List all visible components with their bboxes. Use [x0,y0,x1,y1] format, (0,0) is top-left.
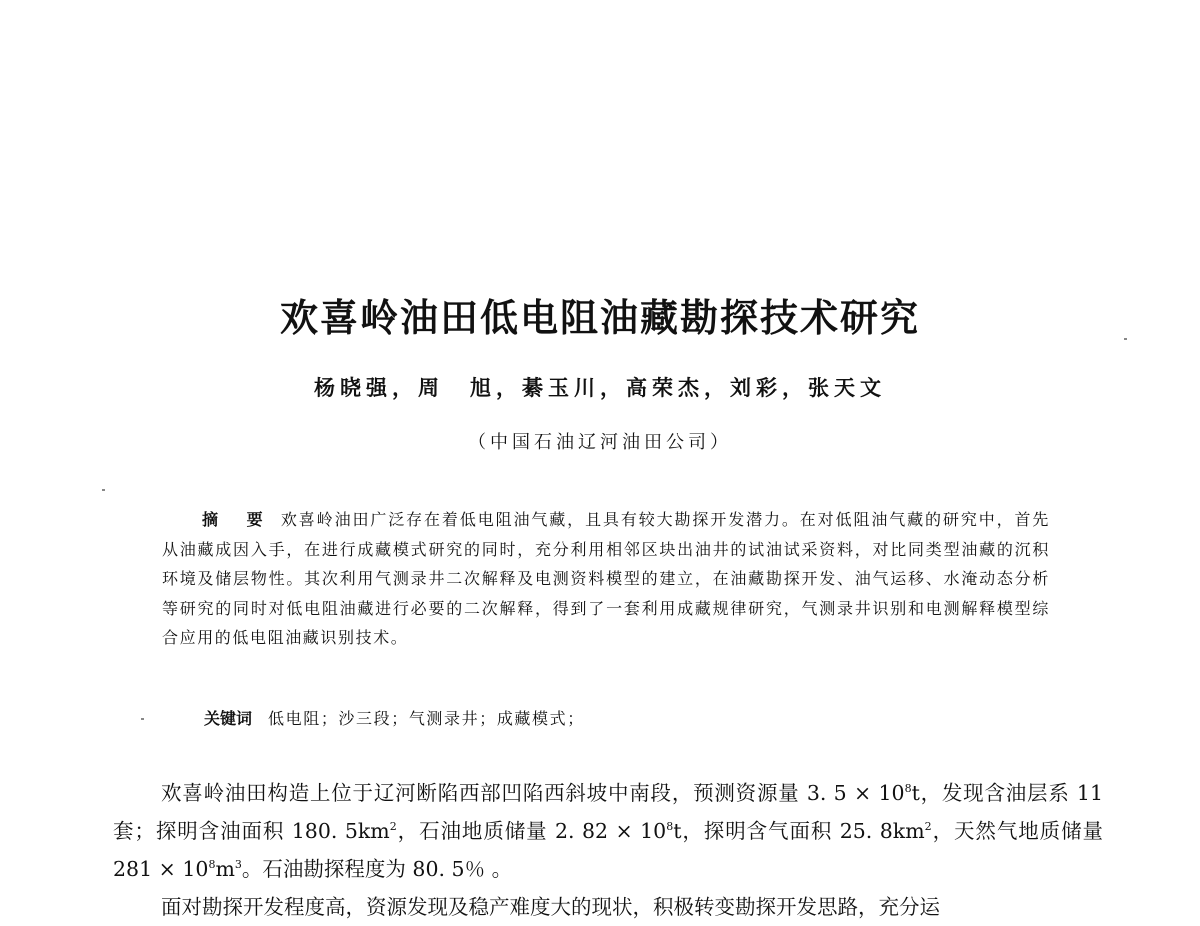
abstract-text: 欢喜岭油田广泛存在着低电阻油气藏，且具有较大勘探开发潜力。在对低阻油气藏的研究中，首先从油藏成因入手，在进行成藏模式研究的同时，充分利用相邻区块出油井的试油试采资料，对比同类型油藏的沉积环境及储层物性。其次利用气测录井二次解释及电测资料模型的建立，在油藏勘探开发、油气运移、水淹动态分析等研究的同时对低电阻油藏进行必要的二次解释，得到了一套利用成藏规律研究，气测录井识别和电测解释模型综合应用的低电阻油藏识别技术。 [162,510,1050,647]
keywords-text: 低电阻；沙三段；气测录井；成藏模式； [268,709,585,728]
body-paragraph-2: 面对勘探开发程度高，资源发现及稳产难度大的现状，积极转变勘探开发思路，充分运 [161,895,940,919]
scan-speck [1124,338,1127,340]
abstract-label: 摘 要 [202,510,269,529]
keywords-label: 关键词 [204,709,253,728]
body-paragraph-1: 欢喜岭油田构造上位于辽河断陷西部凹陷西斜坡中南段，预测资源量 3. $5 \times 10^8t$，发现含油层系 11 套；探明含油面积 180. $5km^2$，石油地质储量 2. $82 \times 10^8t$，探明含气面积 25. $8km^2$，天然气地质储量 $281 \times 10^8m^3$。石油勘探程度为 80. 5％ 。 [113,781,1103,881]
body-text [113,774,1103,926]
author-list: 杨晓强，周 旭，綦玉川，高荣杰，刘彩，张天文 [314,375,886,400]
scan-speck [141,718,144,720]
scan-speck [102,489,105,491]
keywords [204,706,1050,729]
paper-title: 欢喜岭油田低电阻油藏勘探技术研究 [279,296,920,340]
abstract [162,505,1050,653]
affiliation: （中国石油辽河油田公司） [468,432,732,453]
